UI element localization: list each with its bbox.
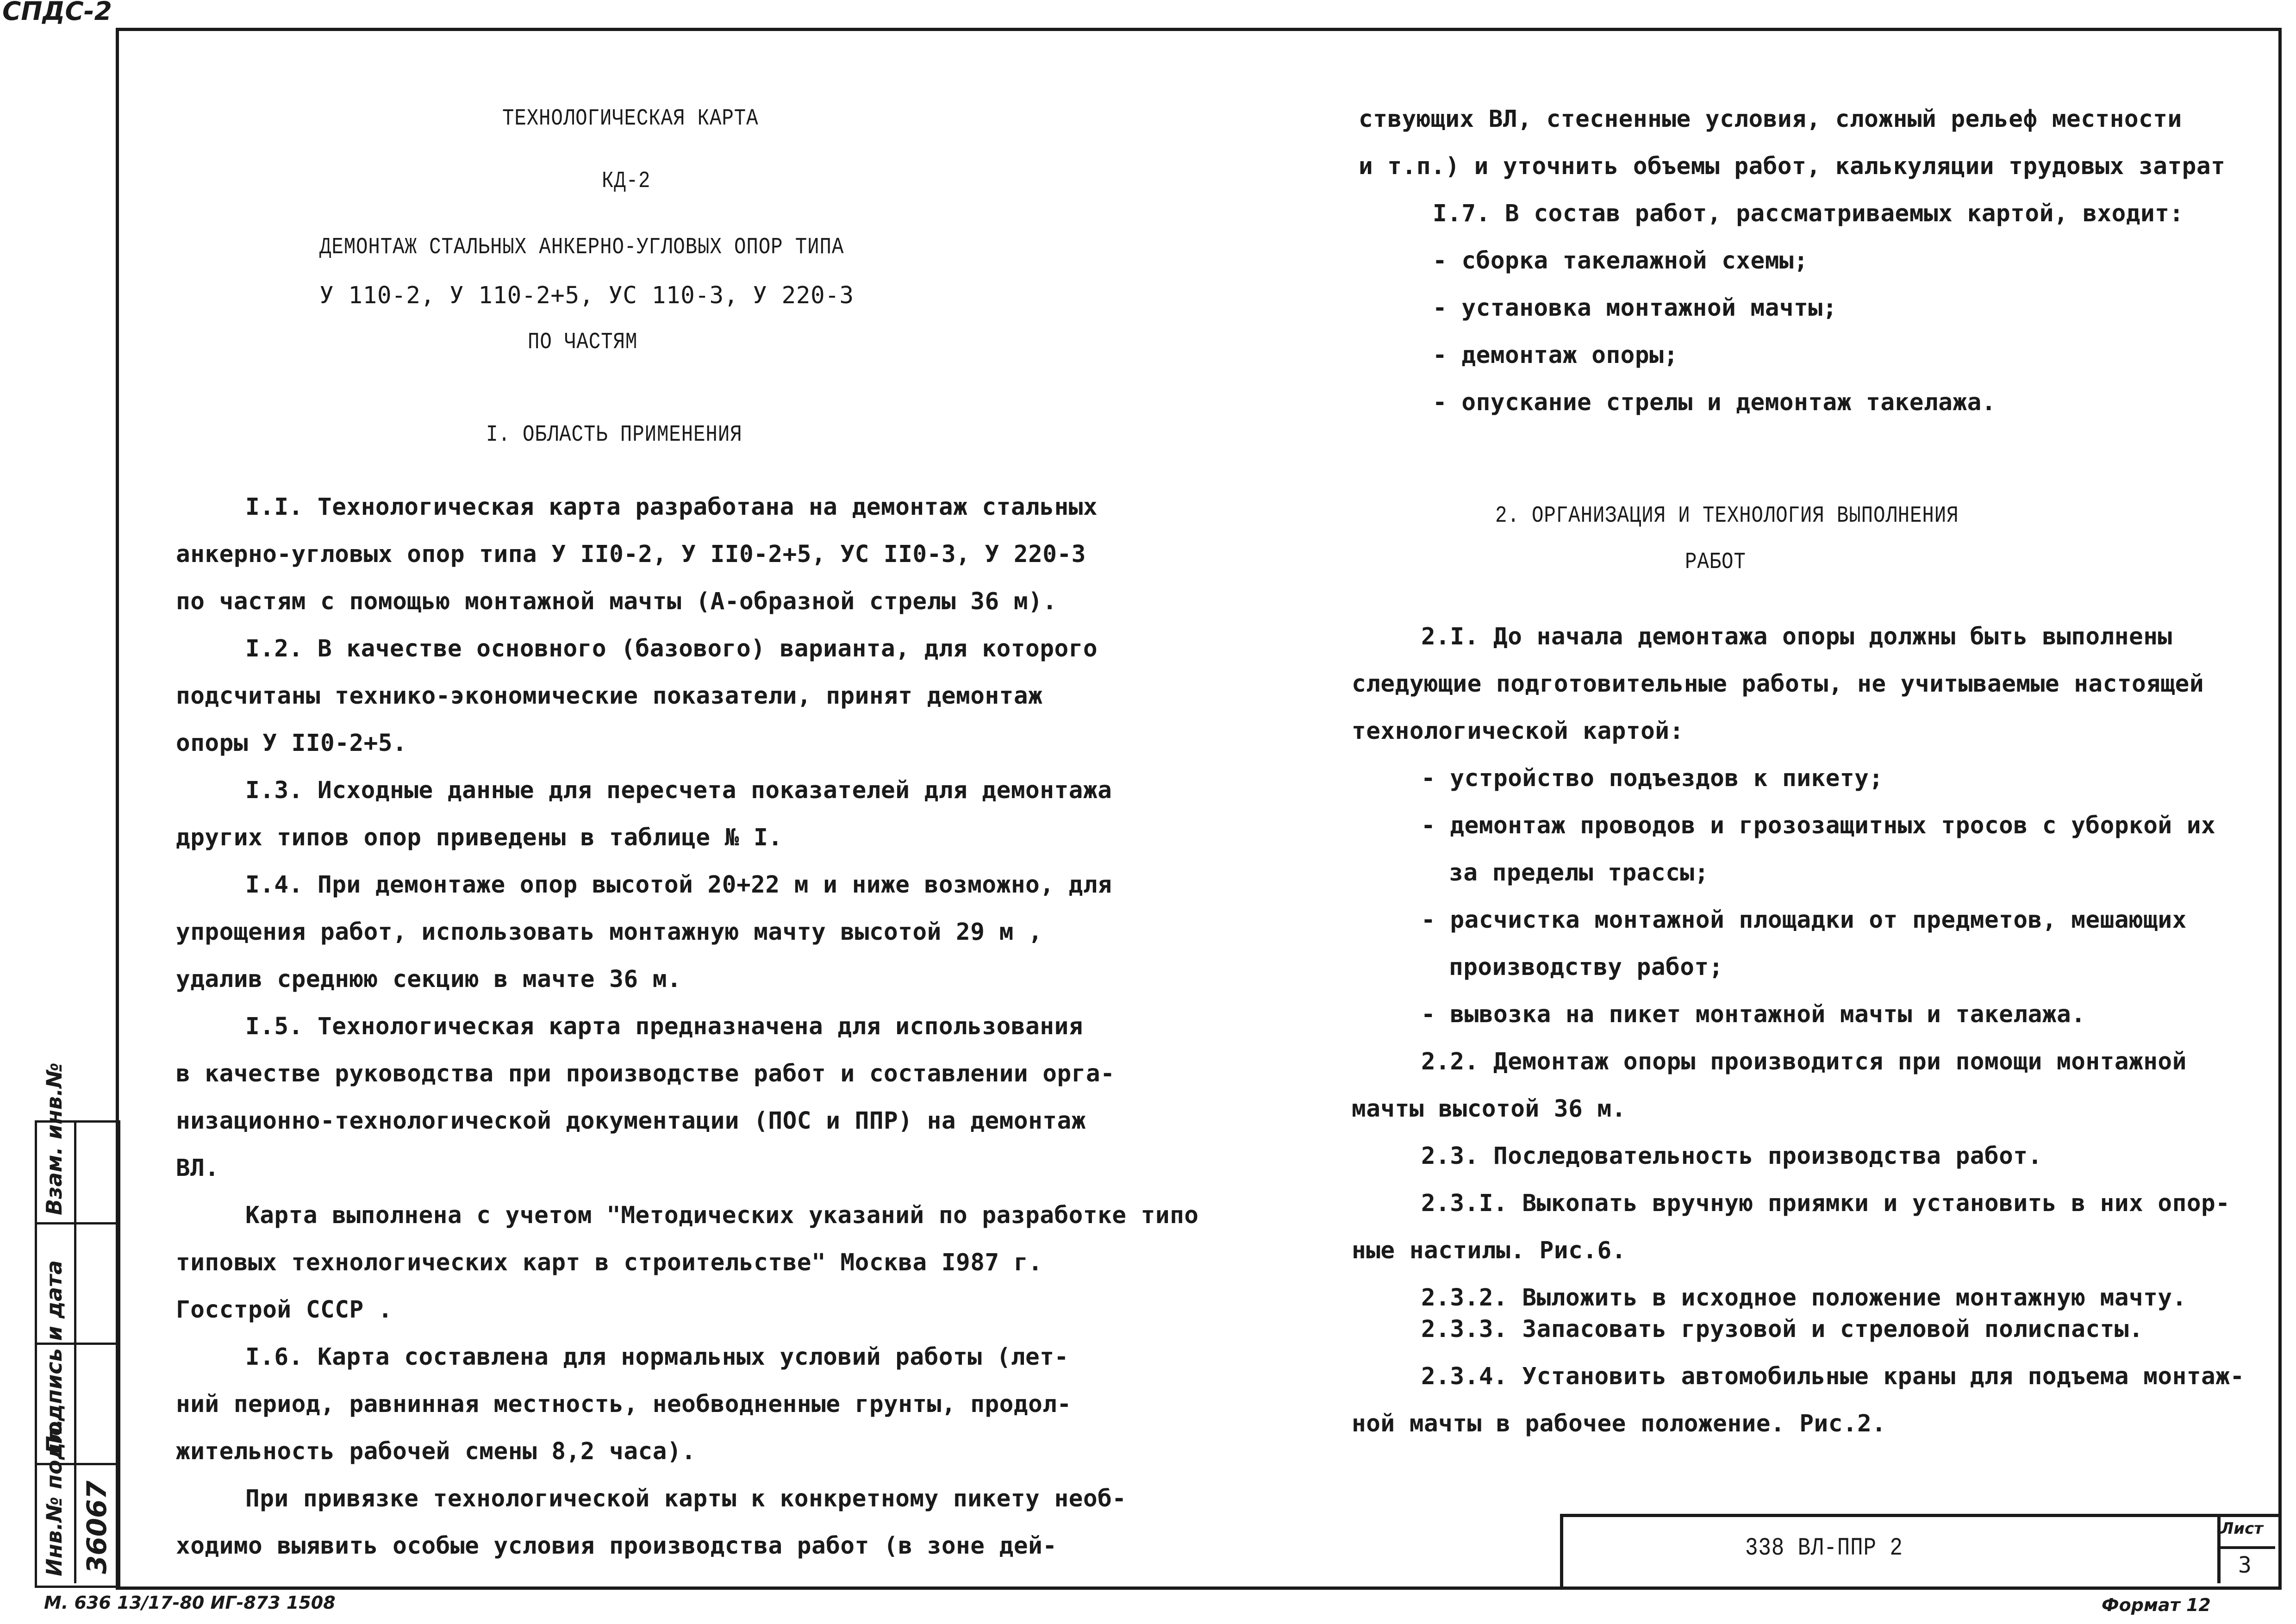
right-line: - демонтаж проводов и грозозащитных тросов с уборкой их <box>1421 812 2216 839</box>
left-line: упрощения работ, использовать монтажную мачту высотой 29 м , <box>176 918 1043 946</box>
right-top-line: ствующих ВЛ, стесненные условия, сложный рельеф местности <box>1359 106 2182 133</box>
left-line: I.4. При демонтаже опор высотой 20+22 м и ниже возможно, для <box>245 871 1112 899</box>
bottom-left-note: М. 636 13/17-80 ИГ-873 1508 <box>44 1593 336 1613</box>
left-line: При привязке технологической карты к конкретному пикету необ- <box>245 1485 1127 1512</box>
right-line: 2.2. Демонтаж опоры производится при помощи монтажной <box>1421 1048 2187 1075</box>
corner-code: СПДС-2 <box>2 0 112 26</box>
right-line: 2.3.4. Установить автомобильные краны для подъема монтаж- <box>1421 1363 2245 1390</box>
right-line: 2.3.I. Выкопать вручную приямки и установить в них опор- <box>1421 1190 2230 1217</box>
left-line: в качестве руководства при производстве работ и составлении орга- <box>176 1060 1115 1087</box>
right-line: следующие подготовительные работы, не учитываемые настоящей <box>1352 670 2204 698</box>
sheet-label: Лист <box>2221 1519 2263 1538</box>
left-line: Карта выполнена с учетом "Методических указаний по разработке типо <box>245 1202 1199 1229</box>
section2-heading-line-2: РАБОТ <box>1685 549 1746 575</box>
left-line: ний период, равнинная местность, необводненные грунты, продол- <box>176 1391 1072 1418</box>
right-line: производству работ; <box>1449 954 1723 981</box>
left-line: других типов опор приведены в таблице № I. <box>176 824 783 851</box>
left-line: удалив среднюю секцию в мачте 36 м. <box>176 966 682 993</box>
left-line: I.2. В качестве основного (базового) варианта, для которого <box>245 635 1098 662</box>
left-line: ходимо выявить особые условия производства работ (в зоне дей- <box>176 1532 1057 1560</box>
title-stamp <box>1560 1514 2278 1587</box>
right-line: 2.3.3. Запасовать грузовой и стреловой полиспасты. <box>1421 1316 2144 1343</box>
right-line: мачты высотой 36 м. <box>1352 1095 1626 1123</box>
left-line: Госстрой СССР . <box>176 1296 393 1324</box>
right-top-line: - сборка такелажной схемы; <box>1433 247 1809 275</box>
section2-heading-line-1: 2. ОРГАНИЗАЦИЯ И ТЕХНОЛОГИЯ ВЫПОЛНЕНИЯ <box>1495 503 1959 529</box>
left-line: типовых технологических карт в строительстве" Москва I987 г. <box>176 1249 1043 1276</box>
title-line-2: КД-2 <box>602 168 651 194</box>
right-top-line: - опускание стрелы и демонтаж такелажа. <box>1433 389 1996 416</box>
sheet-divider <box>2217 1546 2275 1549</box>
left-line: I.3. Исходные данные для пересчета показателей для демонтажа <box>245 777 1112 804</box>
right-top-line: - демонтаж опоры; <box>1433 342 1678 369</box>
left-line: жительность рабочей смены 8,2 часа). <box>176 1438 696 1465</box>
right-top-line: I.7. В состав работ, рассматриваемых картой, входит: <box>1433 200 2184 227</box>
sheet-number: 3 <box>2238 1552 2252 1578</box>
right-line: ной мачты в рабочее положение. Рис.2. <box>1352 1410 1886 1437</box>
archive-strip-row <box>35 1222 116 1224</box>
title-line-1: ТЕХНОЛОГИЧЕСКАЯ КАРТА <box>502 106 759 132</box>
left-line: подсчитаны технико-экономические показатели, принят демонтаж <box>176 682 1043 710</box>
title-line-5: ПО ЧАСТЯМ <box>528 329 638 356</box>
right-line: - вывозка на пикет монтажной мачты и такелажа. <box>1421 1001 2086 1028</box>
document-code: 338 ВЛ-ППР 2 <box>1745 1534 1903 1562</box>
archive-strip-divider <box>74 1120 76 1583</box>
right-line: - расчистка монтажной площадки от предметов, мешающих <box>1421 906 2187 934</box>
right-top-line: - установка монтажной мачты; <box>1433 294 1837 322</box>
left-line: по частям с помощью монтажной мачты (А-образной стрелы 36 м). <box>176 588 1057 615</box>
archive-replace-label: Взам. инв.№ <box>42 1062 67 1215</box>
right-line: ные настилы. Рис.6. <box>1352 1237 1626 1264</box>
left-line: низационно-технологической документации (ПОС и ППР) на демонтаж <box>176 1107 1086 1135</box>
right-line: 2.3. Последовательность производства работ. <box>1421 1143 2042 1170</box>
section1-heading: I. ОБЛАСТЬ ПРИМЕНЕНИЯ <box>486 422 742 448</box>
archive-inv-label: Инв.№ подл. <box>42 1419 67 1576</box>
archive-sign-label: Подпись и дата <box>42 1260 67 1454</box>
format-note: Формат 12 <box>2102 1595 2211 1615</box>
right-line: 2.I. До начала демонтажа опоры должны быть выполнены <box>1421 623 2172 650</box>
left-line: I.5. Технологическая карта предназначена для использования <box>245 1013 1083 1040</box>
right-top-line: и т.п.) и уточнить объемы работ, калькуляции трудовых затрат <box>1359 153 2226 180</box>
right-line: - устройство подъездов к пикету; <box>1421 765 1884 792</box>
title-line-3: ДЕМОНТАЖ СТАЛЬНЫХ АНКЕРНО-УГЛОВЫХ ОПОР ТИПА <box>319 234 844 261</box>
right-line: за пределы трассы; <box>1449 859 1709 887</box>
archive-inv-number: 36067 <box>81 1480 112 1574</box>
right-line: технологической картой: <box>1352 718 1684 745</box>
left-line: опоры У II0-2+5. <box>176 730 407 757</box>
left-line: I.I. Технологическая карта разработана на демонтаж стальных <box>245 493 1098 521</box>
right-line: 2.3.2. Выложить в исходное положение монтажную мачту. <box>1421 1284 2187 1312</box>
title-line-4: У 110-2, У 110-2+5, УС 110-3, У 220-3 <box>319 282 854 309</box>
left-line: анкерно-угловых опор типа У II0-2, У II0-2+5, УС II0-3, У 220-3 <box>176 541 1086 568</box>
left-line: I.6. Карта составлена для нормальных условий работы (лет- <box>245 1343 1069 1371</box>
left-line: ВЛ. <box>176 1155 219 1182</box>
